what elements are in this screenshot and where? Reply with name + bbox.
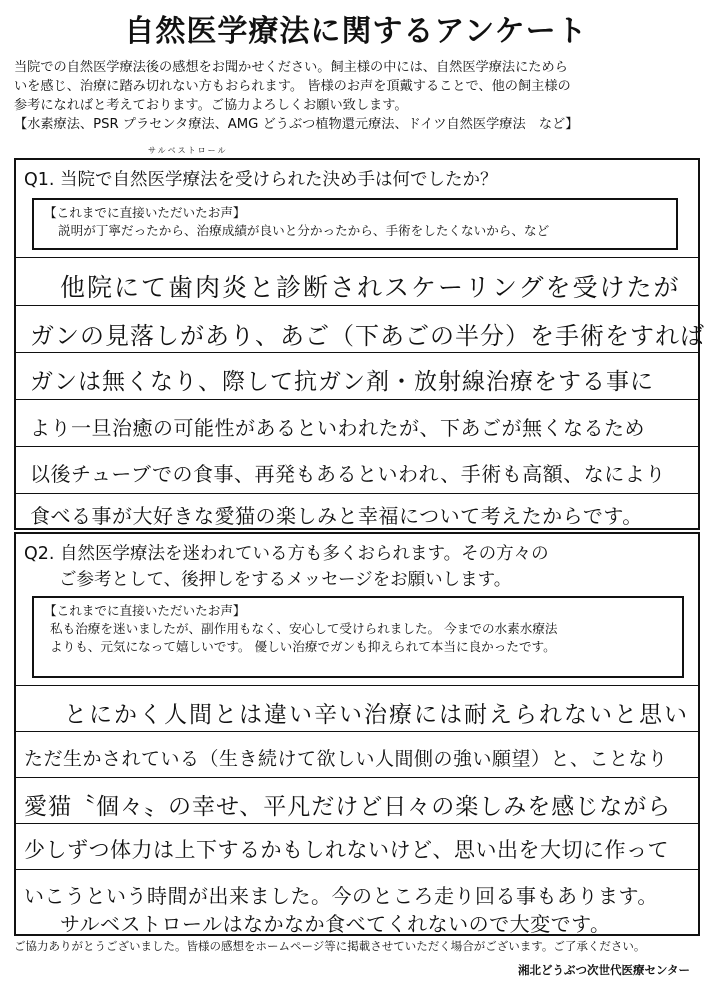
voice-line: 説明が丁寧だったから、治療成績が良いと分かったから、手術をしたくないから、など xyxy=(58,223,550,238)
question-2-section xyxy=(14,532,700,936)
organization-name: 湘北どうぶつ次世代医療センター xyxy=(517,963,690,977)
ruled-line xyxy=(16,777,698,778)
voice-line: よりも、元気になって嬉しいです。 優しい治療でガンも抑えられて本当に良かったです。 xyxy=(50,639,556,654)
handwritten-answer-line: サルベストロールはなかなか食べてくれないので大変です。 xyxy=(60,912,611,936)
handwritten-answer-line: ただ生かされている（生き続けて欲しい人間側の強い願望）と、ことなり xyxy=(24,748,668,770)
ruled-line xyxy=(16,257,698,258)
ruled-line xyxy=(16,869,698,870)
handwritten-answer-line: 以後チューブでの食事、再発もあるといわれ、手術も高額、なにより xyxy=(30,462,666,486)
ruled-line xyxy=(16,305,698,306)
question-1-title: Q1. 当院で自然医学療法を受けられた決め手は何でしたか？ xyxy=(24,170,498,190)
handwritten-answer-line: より一旦治癒の可能性があるといわれたが、下あごが無くなるため xyxy=(30,416,645,440)
handwritten-answer-line: 愛猫〝個々〟の幸せ、平凡だけど日々の楽しみを感じながら xyxy=(24,794,672,820)
ruled-line xyxy=(16,493,698,494)
voice-heading: 【これまでに直接いただいたお声】 xyxy=(44,205,246,220)
intro-text xyxy=(14,58,704,134)
intro-line: いを感じ、治療に踏み切れない方もおられます。 皆様のお声を頂戴することで、他の飼主様の xyxy=(14,79,571,94)
ruled-line xyxy=(16,399,698,400)
handwritten-answer-line: 少しずつ体力は上下するかもしれないけど、思い出を大切に作って xyxy=(24,838,669,862)
ruled-line xyxy=(16,446,698,447)
handwritten-answer-line: ガンは無くなり、際して抗ガン剤・放射線治療をする事に xyxy=(30,369,654,395)
handwritten-answer-line: 他院にて歯肉炎と診断されスケーリングを受けたが xyxy=(60,273,681,302)
handwritten-answer-line: とにかく人間とは違い辛い治療には耐えられないと思い xyxy=(64,702,689,728)
question-2-title: Q2. 自然医学療法を迷われている方も多くおられます。その方々の xyxy=(24,544,549,564)
intro-line: 【水素療法、PSR プラセンタ療法、AMG どうぶつ植物還元療法、ドイツ自然医学療法 など】 xyxy=(14,117,579,132)
voice-heading: 【これまでに直接いただいたお声】 xyxy=(44,603,246,618)
handwritten-answer-line: いこうという時間が出来ました。今のところ走り回る事もあります。 xyxy=(24,884,658,908)
footer-note: ご協力ありがとうございました。皆様の感想をホームページ等に掲載させていただく場合がございます。ご了承ください。 xyxy=(14,939,646,953)
question-1-sample-voices xyxy=(32,198,678,250)
ruled-line xyxy=(16,685,698,686)
intro-line: 参考になればと考えております。ご協力よろしくお願い致します。 xyxy=(14,98,408,113)
handwritten-answer-line: 食べる事が大好きな愛猫の楽しみと幸福について考えたからです。 xyxy=(30,504,643,528)
question-1-section xyxy=(14,158,705,530)
handwritten-annotation: サルベストロール xyxy=(148,146,228,155)
ruled-line xyxy=(16,352,698,353)
voice-line: 私も治療を迷いましたが、副作用もなく、安心して受けられました。 今までの水素水療法 xyxy=(50,621,558,636)
question-2-sample-voices xyxy=(32,596,684,678)
ruled-line xyxy=(16,731,698,732)
page-title: 自然医学療法に関するアンケート xyxy=(124,14,588,49)
handwritten-answer-line: ガンの見落しがあり、あご（下あごの半分）を手術をすれば xyxy=(30,322,705,350)
ruled-line xyxy=(16,823,698,824)
intro-line: 当院での自然医学療法後の感想をお聞かせください。飼主様の中には、自然医学療法にためら xyxy=(14,60,568,75)
question-2-title-cont: ご参考として、後押しをするメッセージをお願いします。 xyxy=(59,570,512,590)
